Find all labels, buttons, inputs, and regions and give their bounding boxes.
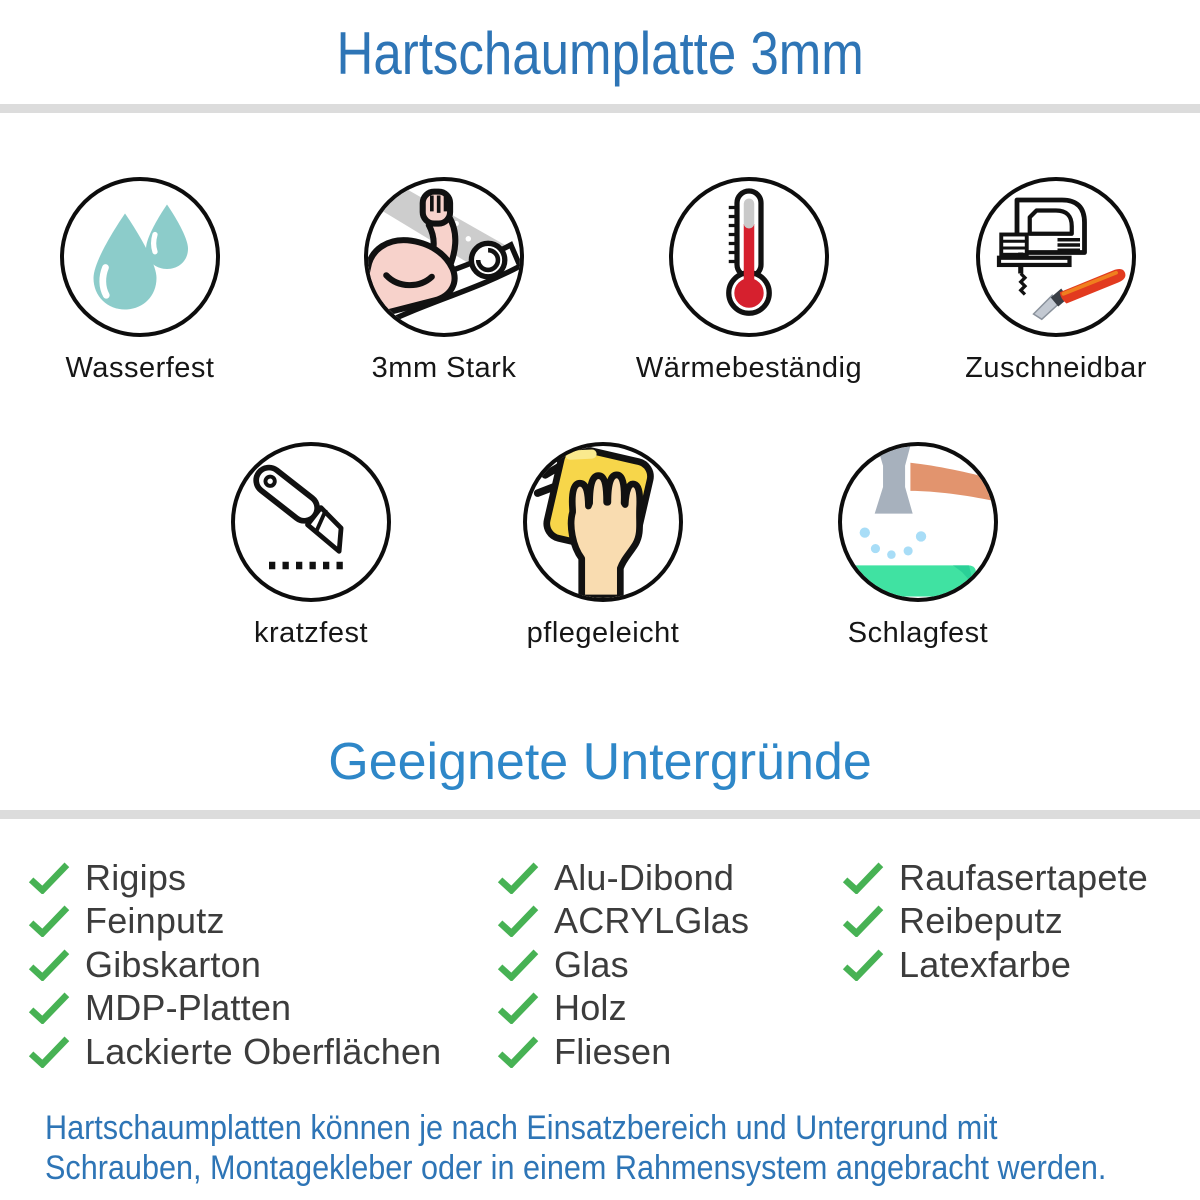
- muscle-arm-icon: [368, 181, 520, 333]
- check-icon: [28, 1036, 70, 1068]
- list-item-label: MDP-Platten: [85, 987, 292, 1029]
- feature-circle: [838, 442, 998, 602]
- mounting-note-line2: Schrauben, Montagekleber oder in einem Rahmensystem angebracht werden.: [45, 1149, 1107, 1187]
- feature-wasserfest: [0, 177, 300, 385]
- divider-top: [0, 104, 1200, 113]
- check-icon: [497, 992, 539, 1024]
- feature-circle: [364, 177, 524, 337]
- list-item: [497, 900, 749, 944]
- list-item-label: Feinputz: [85, 900, 225, 942]
- feature-kratzfest: [151, 442, 471, 650]
- substrates-column-2: [497, 856, 749, 1074]
- substrates-heading: Geeignete Untergründe: [328, 733, 872, 791]
- list-item: [28, 943, 441, 987]
- list-item-label: ACRYLGlas: [554, 900, 750, 942]
- feature-3mm-stark: [284, 177, 604, 385]
- list-item: [497, 1030, 749, 1074]
- check-icon: [28, 992, 70, 1024]
- check-icon: [497, 949, 539, 981]
- list-item: [28, 856, 441, 900]
- substrates-column-3: [842, 856, 1148, 987]
- list-item: [28, 900, 441, 944]
- list-item-label: Glas: [554, 943, 629, 985]
- utility-knife-icon: [236, 447, 386, 597]
- check-icon: [842, 862, 884, 894]
- list-item: [28, 1030, 441, 1074]
- page-title: [0, 22, 1200, 86]
- check-icon: [497, 905, 539, 937]
- thermometer-icon: [674, 182, 824, 332]
- check-icon: [28, 862, 70, 894]
- list-item-label: Gibskarton: [85, 943, 262, 985]
- feature-circle: [976, 177, 1136, 337]
- feature-label: kratzfest: [253, 617, 369, 649]
- check-icon: [497, 862, 539, 894]
- list-item: [28, 987, 441, 1031]
- hand-cloth-icon: [527, 446, 679, 598]
- check-icon: [842, 905, 884, 937]
- jigsaw-knife-icon: [981, 182, 1131, 332]
- water-drops-icon: [65, 182, 215, 332]
- feature-label: Zuschneidbar: [965, 352, 1147, 384]
- page-title-text: Hartschaumplatte 3mm: [336, 20, 864, 87]
- list-item-label: Holz: [554, 987, 627, 1029]
- feature-waermebestaendig: [589, 177, 909, 385]
- check-icon: [497, 1036, 539, 1068]
- mounting-note-line1: Hartschaumplatten können je nach Einsatzbereich und Untergrund mit: [45, 1109, 998, 1147]
- substrates-column-1: [28, 856, 441, 1074]
- feature-circle: [60, 177, 220, 337]
- list-item-label: Rigips: [85, 856, 187, 898]
- list-item-label: Fliesen: [554, 1030, 672, 1072]
- list-item: [497, 856, 749, 900]
- list-item: [842, 943, 1148, 987]
- feature-label: Wärmebeständig: [635, 352, 863, 384]
- list-item: [497, 943, 749, 987]
- list-item-label: Raufasertapete: [899, 856, 1148, 898]
- list-item: [842, 856, 1148, 900]
- list-item-label: Alu-Dibond: [554, 856, 735, 898]
- feature-label: 3mm Stark: [371, 352, 517, 384]
- feature-zuschneidbar: [896, 177, 1200, 385]
- list-item-label: Lackierte Oberflächen: [85, 1030, 442, 1072]
- mounting-note: [45, 1108, 1200, 1188]
- feature-circle: [523, 442, 683, 602]
- check-icon: [28, 905, 70, 937]
- feature-label: pflegeleicht: [526, 617, 680, 649]
- feature-label: Schlagfest: [847, 617, 989, 649]
- feature-pflegeleicht: [443, 442, 763, 650]
- check-icon: [842, 949, 884, 981]
- divider-middle: [0, 810, 1200, 819]
- list-item-label: Latexfarbe: [899, 943, 1072, 985]
- hammer-icon: [842, 446, 994, 598]
- list-item: [497, 987, 749, 1031]
- feature-schlagfest: [758, 442, 1078, 650]
- list-item-label: Reibeputz: [899, 900, 1063, 942]
- feature-circle: [669, 177, 829, 337]
- feature-circle: [231, 442, 391, 602]
- feature-label: Wasserfest: [65, 352, 215, 384]
- check-icon: [28, 949, 70, 981]
- list-item: [842, 900, 1148, 944]
